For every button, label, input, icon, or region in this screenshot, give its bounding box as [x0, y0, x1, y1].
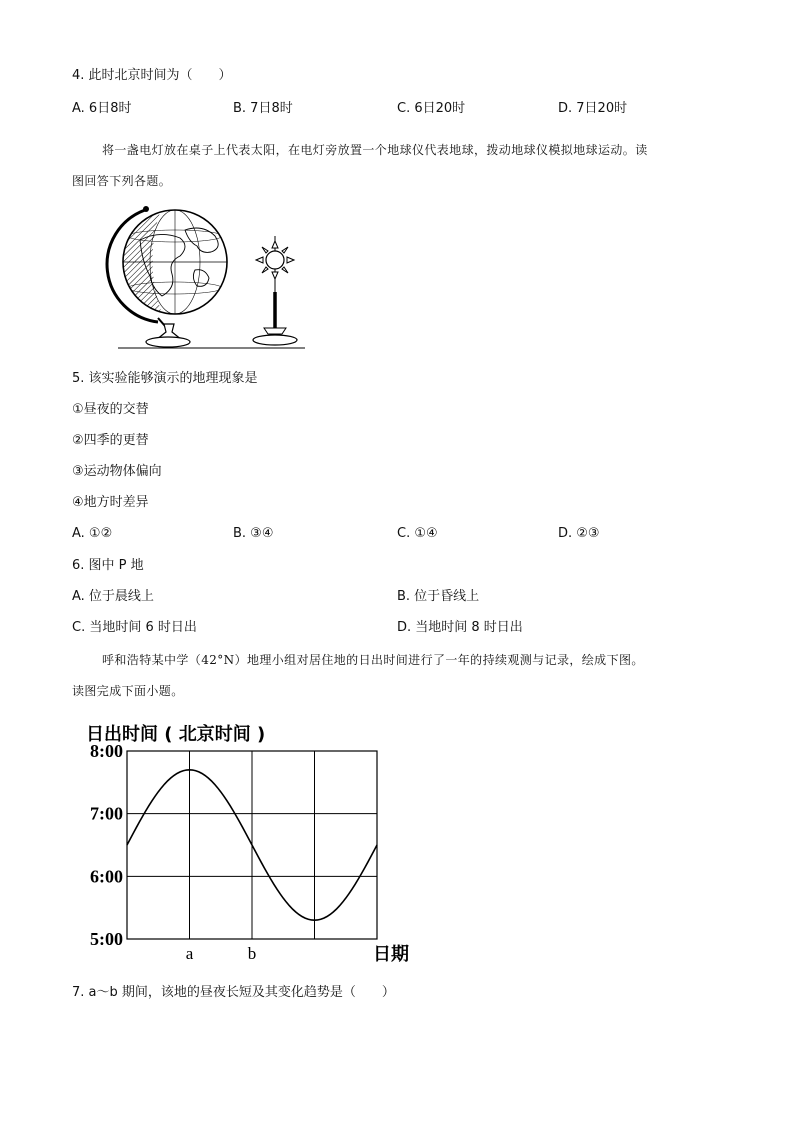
intro2-line1: 呼和浩特某中学（42°N）地理小组对居住地的日出时间进行了一年的持续观测与记录，绘成下图。 — [102, 653, 644, 667]
globe-icon — [107, 206, 227, 347]
q4-option-b: B. 7日8时 — [233, 101, 293, 116]
sunrise-time-chart — [80, 718, 420, 970]
q5-option-b: B. ③④ — [233, 526, 274, 541]
intro1-line2: 图回答下列各题。 — [72, 174, 172, 188]
q6-option-c: C. 当地时间 6 时日出 — [72, 620, 197, 635]
chart-xlabel: 日期 — [373, 944, 409, 965]
q4-stem: 4. 此时北京时间为（ ） — [72, 68, 232, 83]
q7-stem: 7. a～b 期间，该地的昼夜长短及其变化趋势是（ ） — [72, 985, 395, 1000]
q5-option-c: C. ①④ — [397, 526, 438, 541]
q4-option-d: D. 7日20时 — [558, 101, 628, 116]
q5-item-1: ①昼夜的交替 — [72, 402, 149, 417]
y-tick-label: 8:00 — [90, 741, 123, 761]
y-tick-label: 5:00 — [90, 929, 123, 949]
intro1-line1: 将一盏电灯放在桌子上代表太阳，在电灯旁放置一个地球仪代表地球，拨动地球仪模拟地球运动。读 — [102, 143, 648, 157]
lamp-icon — [253, 236, 297, 345]
q4-option-a: A. 6日8时 — [72, 101, 132, 116]
q5-option-a: A. ①② — [72, 526, 113, 541]
globe-lamp-illustration — [100, 200, 310, 352]
chart-title: 日出时间 ( 北京时间 ) — [86, 724, 266, 745]
q6-stem: 6. 图中 P 地 — [72, 558, 144, 573]
intro2-line2: 读图完成下面小题。 — [72, 684, 184, 698]
q6-option-b: B. 位于昏线上 — [397, 589, 480, 604]
q5-stem: 5. 该实验能够演示的地理现象是 — [72, 371, 258, 386]
x-tick-label: b — [247, 944, 257, 963]
q4-option-c: C. 6日20时 — [397, 101, 466, 116]
q5-option-d: D. ②③ — [558, 526, 600, 541]
y-tick-label: 6:00 — [90, 866, 123, 887]
q6-option-a: A. 位于晨线上 — [72, 589, 154, 604]
q5-item-4: ④地方时差异 — [72, 495, 149, 510]
q5-item-3: ③运动物体偏向 — [72, 464, 162, 479]
q5-item-2: ②四季的更替 — [72, 433, 149, 448]
y-tick-label: 7:00 — [90, 803, 123, 824]
x-tick-label: a — [185, 944, 194, 963]
q6-option-d: D. 当地时间 8 时日出 — [397, 620, 523, 635]
